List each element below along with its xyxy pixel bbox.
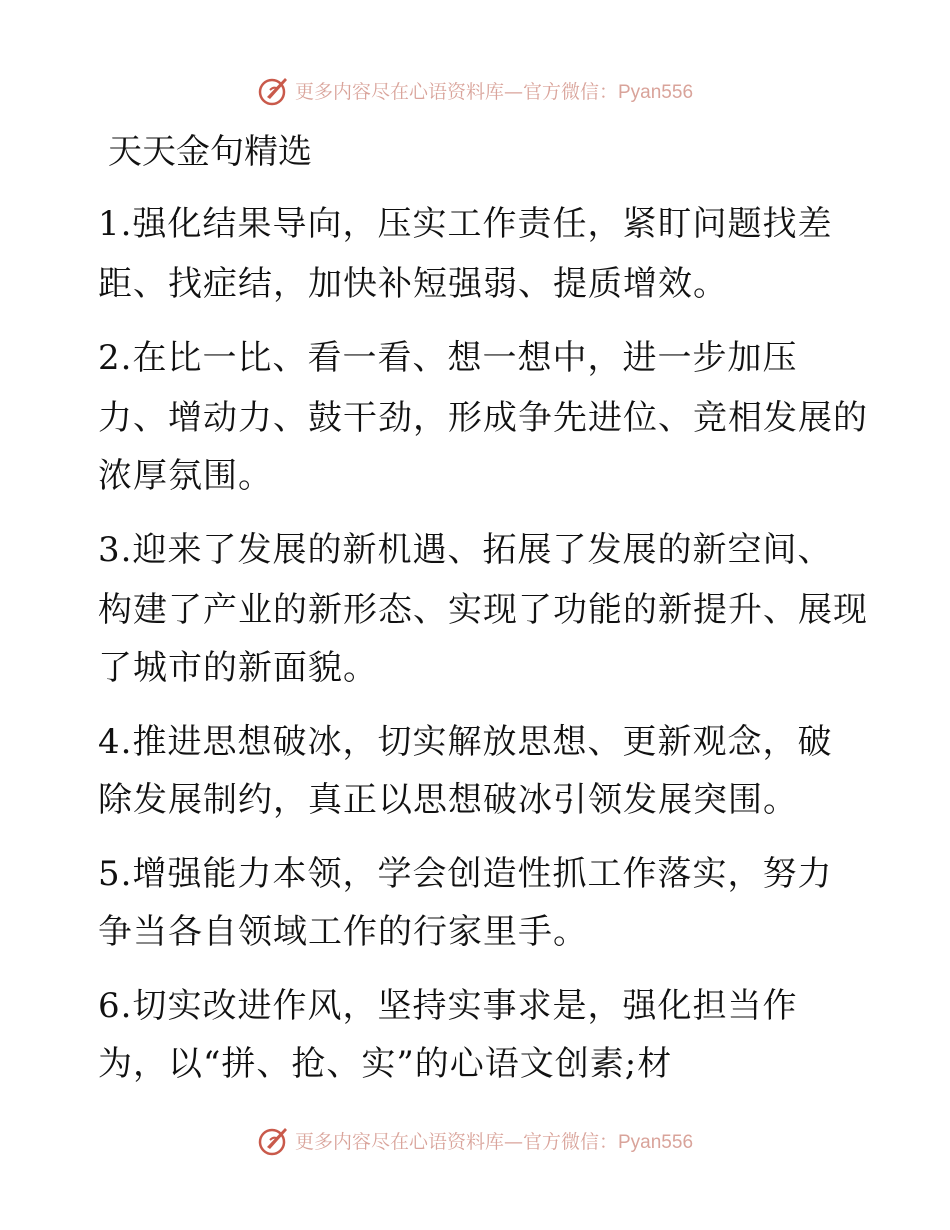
wechat-handle: Pyan556 xyxy=(618,1131,694,1153)
watermark-text: 更多内容尽在心语资料库—官方微信：Pyan556 xyxy=(294,80,694,103)
text-line: 5.增强能力本领，学会创造性抓工作落实，努力 xyxy=(98,854,833,894)
quill-logo-icon xyxy=(257,73,291,107)
text-line: 3.迎来了发展的新机遇、拓展了发展的新空间、 xyxy=(98,530,833,570)
text-line: 6.切实改进作风，坚持实事求是，强化担当作 xyxy=(98,986,798,1026)
text-line: 了城市的新面貌。 xyxy=(98,648,378,688)
text-line: 除发展制约，真正以思想破冰引领发展突围。 xyxy=(98,780,798,820)
text-line: 2.在比一比、看一看、想一想中，进一步加压 xyxy=(98,338,798,378)
footer-watermark-banner xyxy=(0,1120,950,1160)
text-line: 1.强化结果导向，压实工作责任，紧盯问题找差 xyxy=(98,204,833,244)
text-line: 力、增动力、鼓干劲，形成争先进位、竞相发展的 xyxy=(98,398,868,438)
document-title: 天天金句精选 xyxy=(108,132,312,172)
wechat-handle: Pyan556 xyxy=(618,81,694,103)
text-line: 为，以“拼、抢、实”的心语文创素;材 xyxy=(98,1044,673,1084)
text-line: 4.推进思想破冰，切实解放思想、更新观念，破 xyxy=(98,722,833,762)
text-line: 争当各自领域工作的行家里手。 xyxy=(98,912,588,952)
text-line: 浓厚氛围。 xyxy=(98,456,273,496)
watermark-text: 更多内容尽在心语资料库—官方微信：Pyan556 xyxy=(294,1130,694,1153)
quill-logo-icon xyxy=(257,1123,291,1157)
header-watermark-banner xyxy=(0,70,950,110)
text-line: 构建了产业的新形态、实现了功能的新提升、展现 xyxy=(98,590,868,630)
text-line: 距、找症结，加快补短强弱、提质增效。 xyxy=(98,264,728,304)
